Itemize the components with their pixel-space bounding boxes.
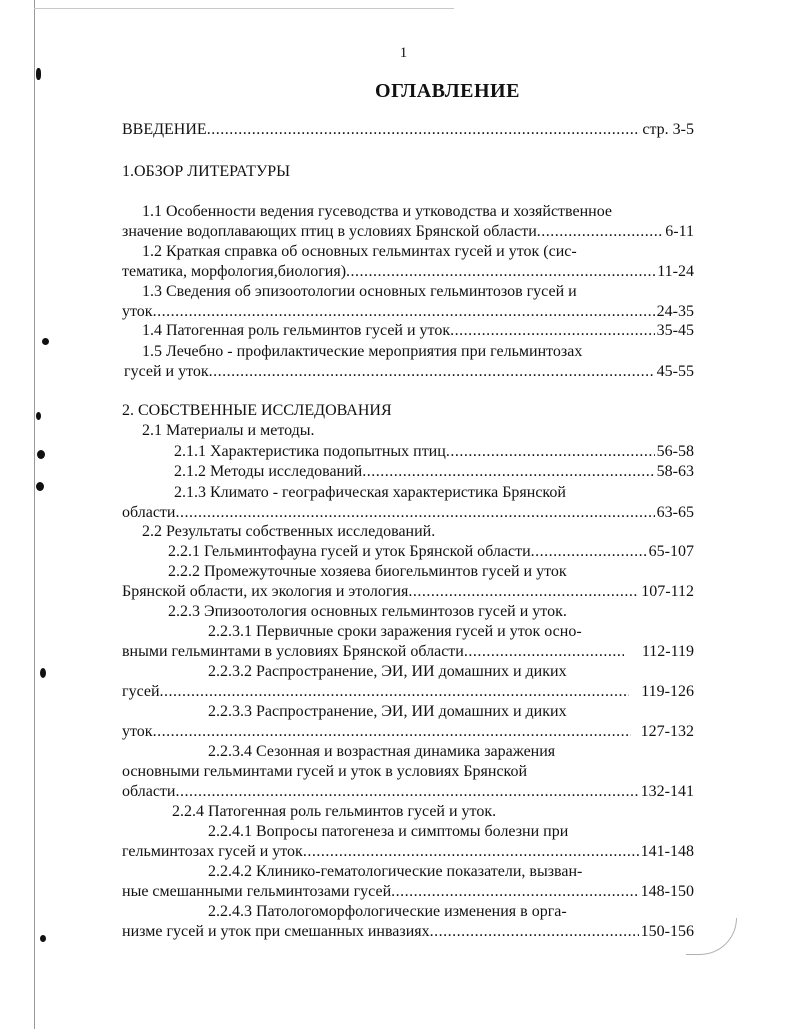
- toc-page-ref: 63-65: [656, 503, 694, 521]
- scan-speck: [36, 412, 41, 420]
- toc-entry-1-4: [122, 321, 694, 341]
- toc-entry-2-2-1: [122, 542, 694, 562]
- toc-entry-text: 2.2.2 Промежуточные хозяева биогельминтов гусей и уток: [168, 563, 567, 580]
- toc-page-ref: 127-132: [640, 722, 694, 740]
- toc-entry-2-2-3-1: [122, 622, 694, 662]
- scan-speck: [40, 935, 46, 942]
- dot-leader: [450, 321, 655, 341]
- scan-edge-top-line: [34, 8, 454, 9]
- toc-entry-text: 2.2 Результаты собственных исследований.: [142, 523, 436, 540]
- toc-page-ref: 11-24: [657, 262, 694, 280]
- toc-entry-2-1-3: [122, 483, 694, 523]
- toc-page-ref: 35-45: [656, 322, 694, 339]
- toc-section-heading: [122, 162, 694, 182]
- toc-entry-text: 2.2.1 Гельминтофауна гусей и уток Брянской области: [168, 543, 531, 560]
- toc-entry-1-2: [122, 242, 694, 282]
- toc-page-ref: 65-107: [648, 543, 694, 560]
- dot-leader: [346, 262, 655, 282]
- dot-leader: [175, 782, 638, 802]
- toc-entry-text: области: [122, 503, 176, 521]
- toc-entry-text: 2.2.4.2 Клинико-гематологические показатели, вызван-: [208, 863, 583, 880]
- dot-leader: [207, 120, 641, 140]
- toc-page-ref: 56-58: [656, 443, 694, 460]
- dot-leader: [408, 582, 639, 602]
- toc-page-ref: 24-35: [656, 302, 694, 320]
- toc-entry-text: 2.2.3.2 Распространение, ЭИ, ИИ домашних и диких: [208, 663, 567, 680]
- toc-entry-text: 2.2.4.1 Вопросы патогенеза и симптомы болезни при: [208, 823, 569, 840]
- toc-entry-text: 1.2 Краткая справка об основных гельминтах гусей и уток (сис-: [142, 243, 577, 260]
- toc-entry-text: основными гельминтами гусей и уток в условиях Брянской: [122, 762, 528, 780]
- dot-leader: [391, 882, 639, 902]
- toc-entry-text: 2.2.3.1 Первичные сроки заражения гусей и уток осно-: [208, 623, 582, 640]
- toc-entry-text: 2.2.3 Эпизоотология основных гельминтозов гусей и уток.: [168, 603, 567, 620]
- toc-entry-intro: [122, 120, 694, 140]
- toc-page-ref: 119-126: [641, 682, 694, 700]
- toc-entry-text: 2.2.3.3 Распространение, ЭИ, ИИ домашних и диких: [208, 703, 567, 720]
- toc-entry-text: 2.1.1 Характеристика подопытных птиц: [174, 443, 446, 460]
- toc-entry-2-2-4-2: [122, 862, 694, 902]
- toc-entry-2-1-2: [122, 462, 694, 482]
- scan-speck: [42, 338, 49, 345]
- toc-entry-text: 2.1.2 Методы исследований: [174, 463, 363, 480]
- toc-page-ref: 58-63: [656, 463, 694, 480]
- toc-entry-text: низме гусей и уток при смешанных инвазиях: [122, 922, 430, 940]
- toc-entry-text: уток: [122, 302, 153, 320]
- toc-entry-text: значение водоплавающих птиц в условиях Брянской области: [122, 222, 537, 240]
- toc-page-ref: 6-11: [665, 222, 694, 240]
- toc-entry-2-2-4-1: [122, 822, 694, 862]
- scan-edge-line: [34, 0, 35, 1029]
- toc-section-heading: [122, 401, 694, 421]
- toc-entry-text: Брянской области, их экология и этология: [122, 582, 409, 600]
- dot-leader: [446, 442, 655, 462]
- dot-leader: [153, 302, 655, 322]
- toc-entry-text: 2.1 Материалы и методы.: [142, 422, 315, 439]
- toc-entry-1-5: [122, 342, 694, 382]
- section-heading: 1.ОБЗОР ЛИТЕРАТУРЫ: [122, 163, 291, 180]
- toc-entry-2-2-4-3: [122, 902, 694, 942]
- toc-entry-text: 1.5 Лечебно - профилактические мероприятия при гельминтозах: [142, 343, 583, 360]
- dot-leader: [303, 842, 639, 862]
- dot-leader: [175, 503, 654, 523]
- toc-entry-text: 2.2.3.4 Сезонная и возрастная динамика заражения: [208, 743, 556, 760]
- section-heading: 2. СОБСТВЕННЫЕ ИССЛЕДОВАНИЯ: [122, 402, 392, 419]
- toc-entry-text: 1.1 Особенности ведения гусеводства и утководства и хозяйственное: [142, 203, 613, 220]
- toc-entry-2-2-3-2: [122, 662, 694, 702]
- toc-entry-2-2-2: [122, 562, 694, 602]
- scan-speck: [36, 68, 41, 80]
- toc-page-ref: 112-119: [641, 642, 694, 660]
- toc-entry-text: 2.2.4.3 Патологоморфологические изменения в орга-: [208, 903, 567, 920]
- toc-page-ref: 141-148: [640, 842, 694, 860]
- toc-entry-2-1: [122, 421, 694, 441]
- toc-entry-text: гусей и уток: [124, 362, 209, 380]
- page-number: 1: [399, 45, 408, 61]
- toc-entry-text: 1.3 Сведения об эпизоотологии основных гельминтозов гусей и: [142, 283, 577, 300]
- toc-entry-text: вными гельминтами в условиях Брянской области: [122, 642, 464, 660]
- scan-speck: [36, 482, 44, 491]
- scan-speck: [37, 450, 45, 459]
- toc-page-ref: 148-150: [640, 882, 694, 900]
- toc-page-ref: 107-112: [641, 582, 694, 600]
- dot-leader: [464, 642, 624, 662]
- toc-entry-text: ВВЕДЕНИЕ: [122, 121, 207, 138]
- toc-entry-2-2-3-4: [122, 742, 694, 801]
- dot-leader: [430, 922, 639, 942]
- dot-leader: [531, 542, 647, 562]
- scan-speck: [40, 668, 46, 678]
- toc-entry-text: гусей: [122, 682, 160, 700]
- toc-entry-text: 1.4 Патогенная роль гельминтов гусей и уток: [142, 322, 451, 339]
- toc-entry-1-1: [122, 202, 694, 242]
- dot-leader: [160, 682, 630, 702]
- toc-entry-2-2-3-3: [122, 702, 694, 742]
- toc-entry-2-1-1: [122, 442, 694, 462]
- toc-entry-text: тематика, морфология,биология): [122, 262, 347, 280]
- page-title: ОГЛАВЛЕНИЕ: [375, 80, 520, 102]
- toc-entry-2-2-3: [122, 602, 694, 622]
- toc-entry-2-2-4: [122, 802, 694, 822]
- toc-entry-text: уток: [122, 722, 153, 740]
- toc-entry-2-2: [122, 522, 694, 542]
- dot-leader: [362, 462, 654, 482]
- dot-leader: [209, 362, 655, 382]
- toc-entry-text: области: [122, 782, 176, 800]
- toc-page-ref: стр. 3-5: [642, 121, 694, 138]
- toc-entry-1-3: [122, 282, 694, 322]
- dot-leader: [537, 222, 663, 242]
- toc-page-ref: 150-156: [640, 922, 694, 940]
- toc-page-ref: 45-55: [656, 362, 694, 380]
- dot-leader: [153, 722, 631, 742]
- toc-page-ref: 132-141: [640, 782, 694, 800]
- toc-entry-text: 2.1.3 Климато - географическая характеристика Брянской: [174, 484, 566, 501]
- toc-entry-text: гельминтозах гусей и уток: [122, 842, 303, 860]
- toc-entry-text: ные смешанными гельминтозами гусей: [122, 882, 392, 900]
- toc-entry-text: 2.2.4 Патогенная роль гельминтов гусей и уток.: [172, 803, 497, 820]
